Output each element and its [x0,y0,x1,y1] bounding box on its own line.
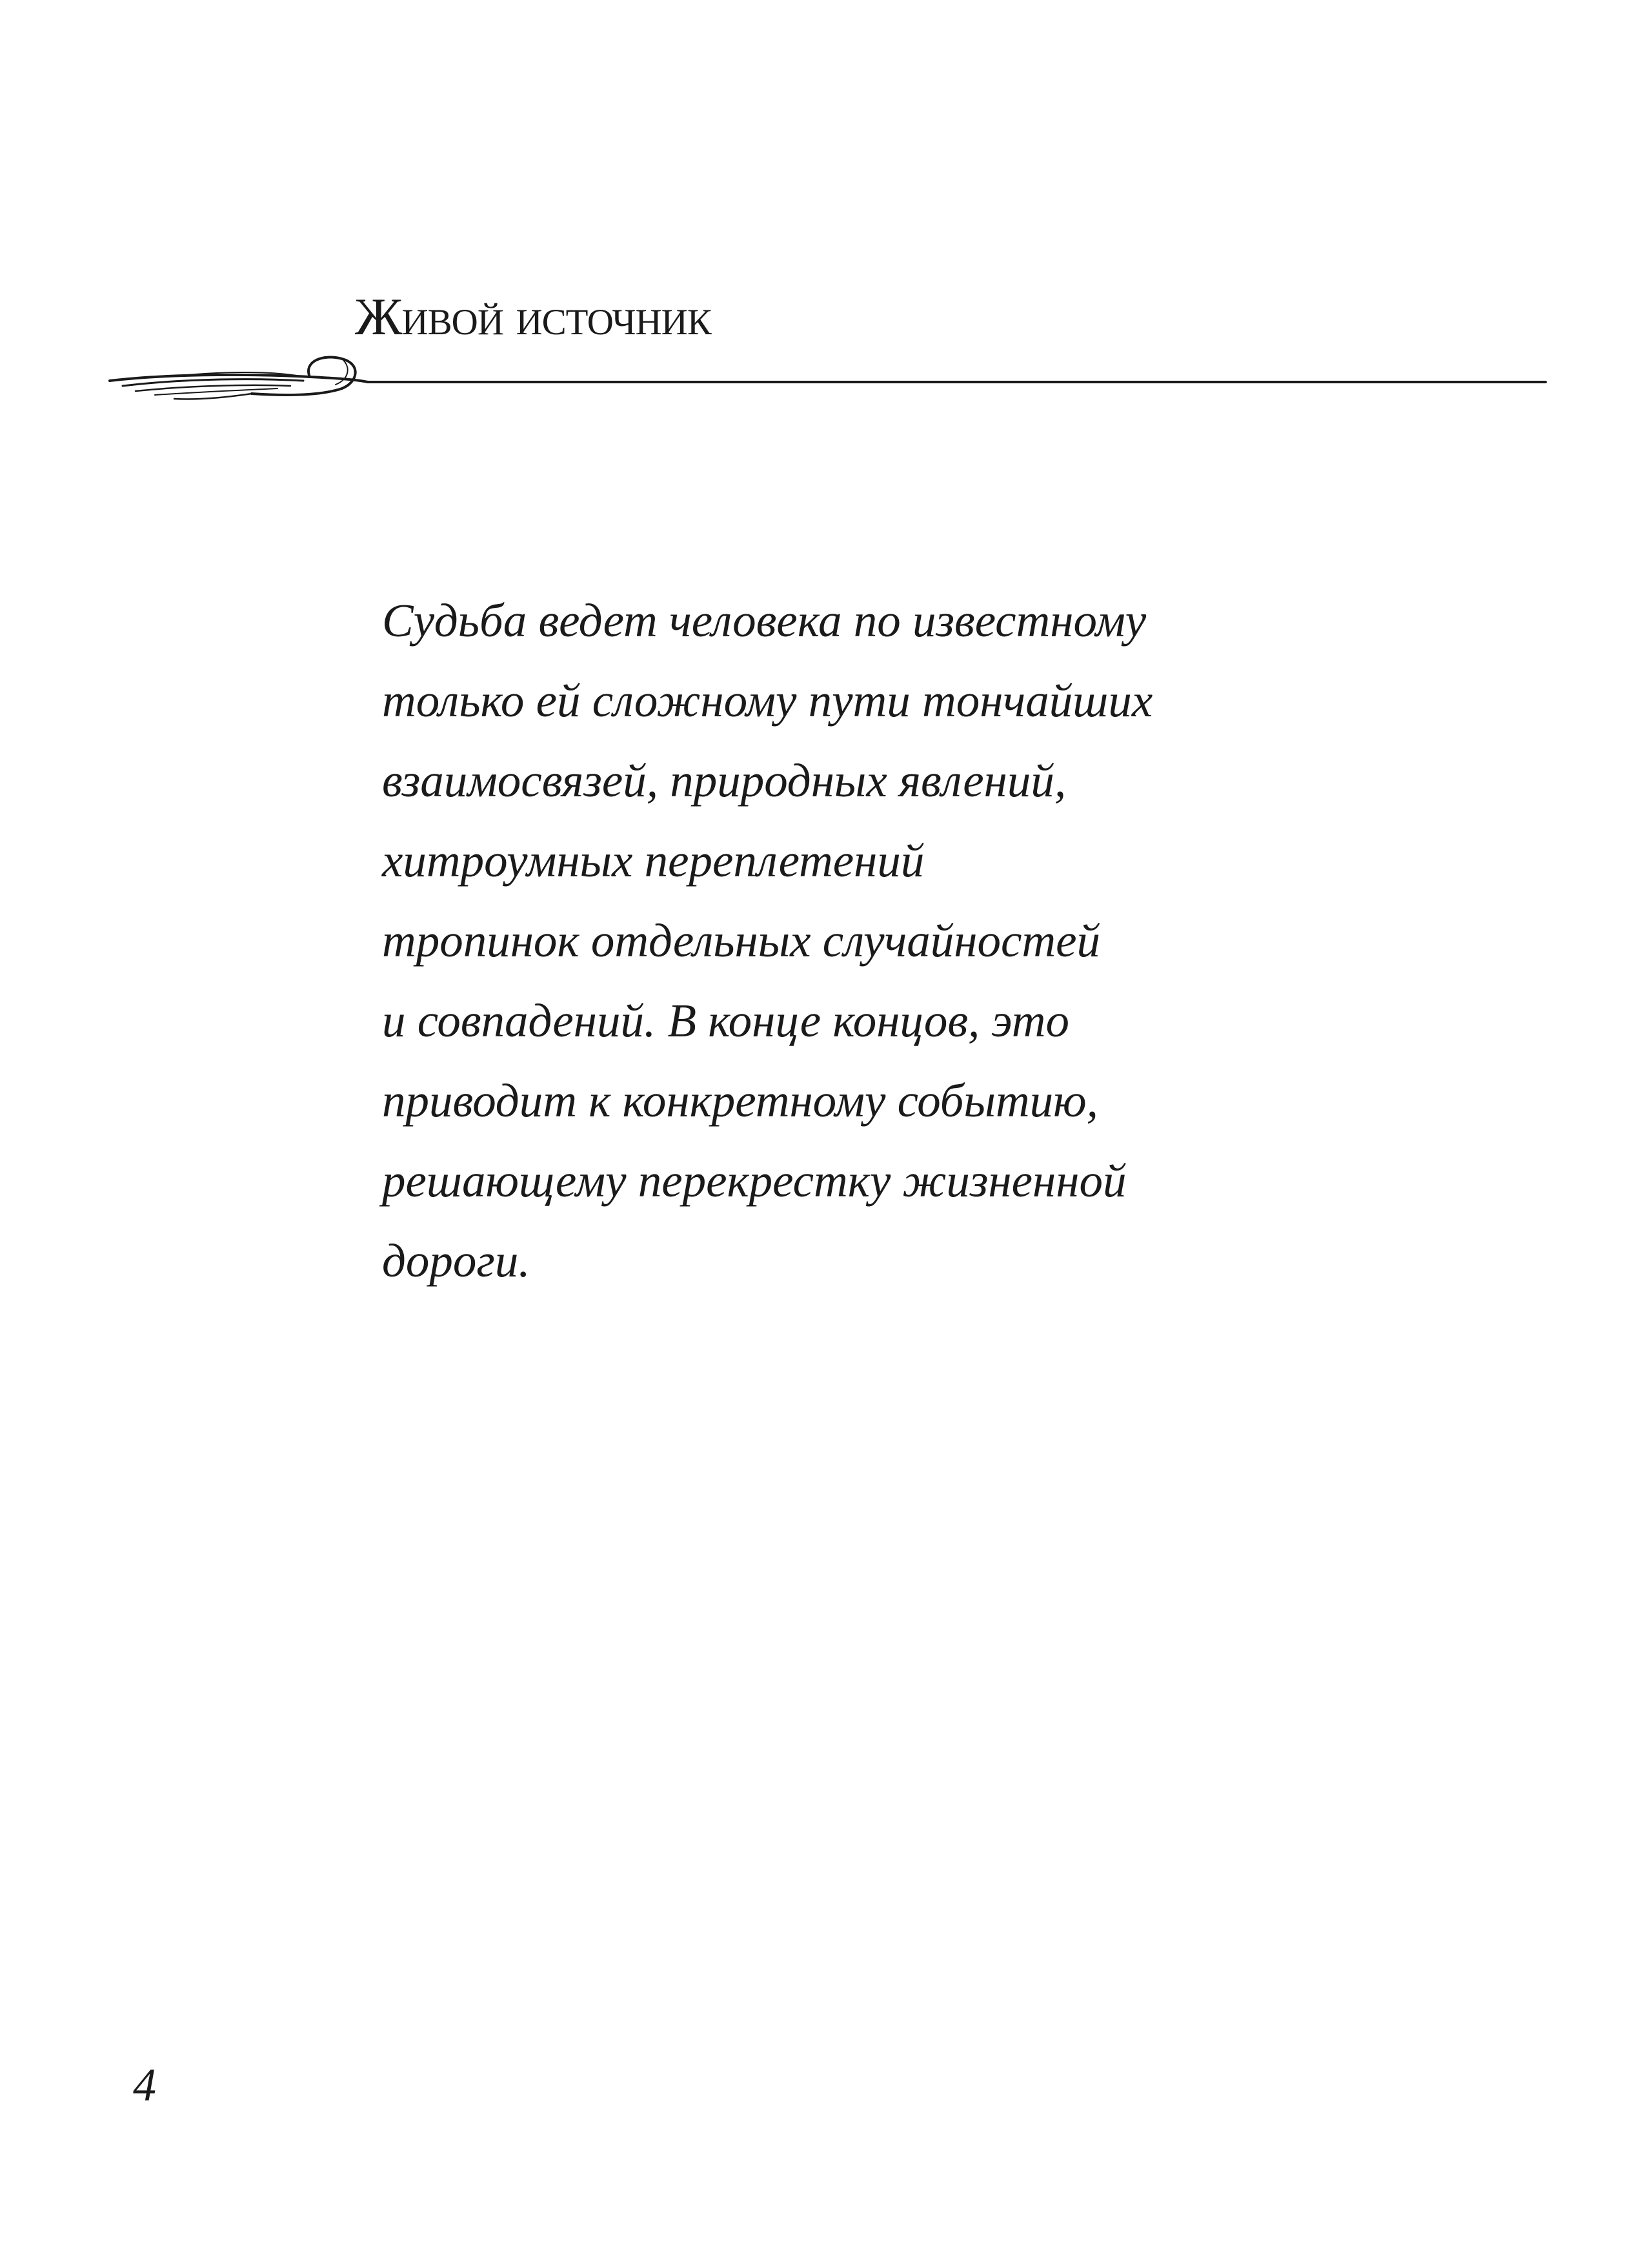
epigraph-line: приводит к конкретному событию, [382,1074,1098,1127]
epigraph [382,581,1350,1301]
page-header [97,284,1555,439]
epigraph-line: и совпадений. В конце концов, это [382,994,1069,1047]
flourish-ornament-icon [97,348,1555,413]
epigraph-line: Судьба ведет человека по известному [382,594,1147,647]
epigraph-line: решающему перекрестку жизненной [382,1154,1127,1207]
epigraph-line: только ей сложному пути тончайших [382,674,1153,727]
epigraph-line: тропинок отдельных случайностей [382,914,1101,967]
page-number: 4 [133,2059,156,2111]
epigraph-line: дороги. [382,1234,530,1287]
epigraph-line: взаимосвязей, природных явлений, [382,754,1067,807]
epigraph-line: хитроумных переплетений [382,834,925,887]
running-title: Живой источник [355,287,711,346]
